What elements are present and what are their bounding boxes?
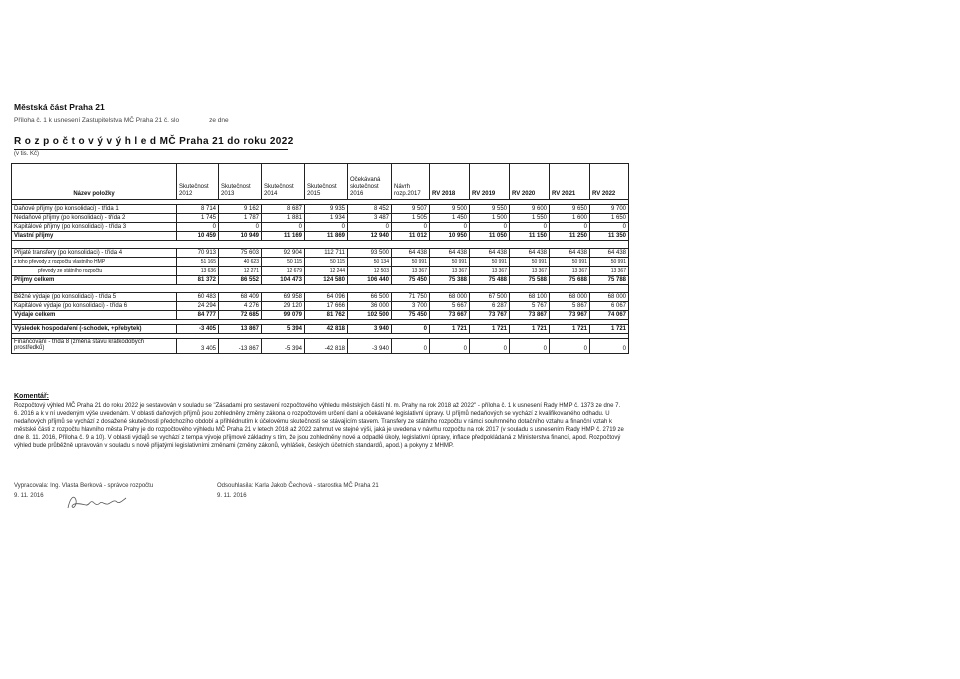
table-cell: 13 367 [510,267,550,276]
table-cell: 10 950 [430,232,470,241]
table-cell: 64 438 [392,249,430,258]
spacer-row [12,241,629,249]
table-cell: 74 067 [590,311,629,320]
document-title: R o z p o č t o v ý v ý h l e d MČ Praha 21 do roku 2022 [14,136,294,147]
table-cell: 99 079 [262,311,305,320]
table-cell: 0 [510,223,550,232]
table-cell: 1 450 [430,214,470,223]
organization-name: Městská část Praha 21 [14,102,105,112]
table-cell: 5 667 [430,302,470,311]
table-cell: 9 700 [590,205,629,214]
table-cell: 50 115 [305,258,348,267]
approved-date: 9. 11. 2016 [217,493,247,499]
table-cell: 50 134 [348,258,392,267]
table-cell: 9 935 [305,205,348,214]
row-label: Přijaté transfery (po konsolidaci) - třída 4 [12,249,177,258]
table-cell: 50 115 [262,258,305,267]
table-cell: 73 867 [510,311,550,320]
table-cell: 60 483 [177,293,219,302]
table-cell: 0 [262,223,305,232]
table-header-row [12,164,629,200]
table-cell: 40 623 [219,258,262,267]
row-label: převody ze státního rozpočtu [12,267,177,276]
table-cell: 50 991 [590,258,629,267]
table-row [12,205,629,214]
col-header-2020: RV 2020 [510,164,550,200]
table-cell: 0 [470,223,510,232]
table-cell: 68 000 [550,293,590,302]
table-cell: 69 958 [262,293,305,302]
table-cell: 9 600 [510,205,550,214]
table-cell: 102 500 [348,311,392,320]
spacer-row [12,285,629,293]
table-cell: 3 940 [348,325,392,334]
table-cell: 124 580 [305,276,348,285]
table-cell: 81 372 [177,276,219,285]
table-cell: 13 367 [550,267,590,276]
title-underline [14,149,288,150]
table-cell: 13 367 [392,267,430,276]
table-cell: 64 438 [590,249,629,258]
table-cell: 50 991 [392,258,430,267]
table-cell: 1 721 [550,325,590,334]
table-cell: 12 271 [219,267,262,276]
table-cell: 12 503 [348,267,392,276]
table-cell: 29 120 [262,302,305,311]
table-cell: 1 881 [262,214,305,223]
col-header-2012: Skutečnost 2012 [177,164,219,200]
table-cell: 11 250 [550,232,590,241]
table-cell: 106 440 [348,276,392,285]
col-header-2022: RV 2022 [590,164,629,200]
table-cell: 9 507 [392,205,430,214]
table-cell: 75 788 [590,276,629,285]
row-label: Daňové příjmy (po konsolidaci) - třída 1 [12,205,177,214]
table-cell: 9 650 [550,205,590,214]
table-cell: 70 913 [177,249,219,258]
table-cell: 5 394 [262,325,305,334]
table-cell: 0 [590,223,629,232]
table-cell: 1 721 [430,325,470,334]
table-cell: 75 688 [550,276,590,285]
table-cell: 64 438 [510,249,550,258]
table-cell: 1 787 [219,214,262,223]
table-cell: 11 869 [305,232,348,241]
table-cell: 0 [430,339,470,354]
col-header-2015: Skutečnost 2015 [305,164,348,200]
row-label: Financování - třída 8 (změna stavu krátkodobých prostředků) [12,339,177,354]
row-label: Kapitálové výdaje (po konsolidaci) - třída 6 [12,302,177,311]
table-row [12,302,629,311]
table-cell: 17 666 [305,302,348,311]
table-cell: 11 150 [510,232,550,241]
table-cell: 75 588 [510,276,550,285]
table-cell: 0 [305,223,348,232]
table-cell: 75 450 [392,311,430,320]
table-cell: 66 500 [348,293,392,302]
table-cell: 11 012 [392,232,430,241]
table-cell: 8 714 [177,205,219,214]
approved-by: Odsouhlasila: Karla Jakob Čechová - starostka MČ Praha 21 [217,483,379,489]
table-row [12,223,629,232]
table-cell: 51 165 [177,258,219,267]
unit-note: (v tis. Kč) [14,151,39,157]
col-header-2016: Očekávaná skutečnost 2016 [348,164,392,200]
table-cell: 4 276 [219,302,262,311]
table-cell: 3 700 [392,302,430,311]
table-cell: 0 [392,223,430,232]
attachment-date-label: ze dne [209,117,229,124]
row-label: Výdaje celkem [12,311,177,320]
table-cell: 8 687 [262,205,305,214]
table-cell: 86 552 [219,276,262,285]
table-cell: 0 [177,223,219,232]
table-cell: 0 [219,223,262,232]
table-cell: 1 934 [305,214,348,223]
table-cell: 6 067 [590,302,629,311]
table-cell: -13 867 [219,339,262,354]
table-cell: 13 367 [470,267,510,276]
table-cell: 0 [510,339,550,354]
table-cell: 3 405 [177,339,219,354]
table-cell: 81 762 [305,311,348,320]
table-cell: 1 721 [590,325,629,334]
table-cell: 1 505 [392,214,430,223]
table-cell: -5 394 [262,339,305,354]
table-cell: 50 991 [510,258,550,267]
table-cell: 68 000 [430,293,470,302]
table-cell: 67 500 [470,293,510,302]
table-cell: 5 767 [510,302,550,311]
table-cell: 0 [470,339,510,354]
table-cell: -42 818 [305,339,348,354]
table-cell: 73 667 [430,311,470,320]
table-row [12,249,629,258]
col-header-2019: RV 2019 [470,164,510,200]
table-cell: 84 777 [177,311,219,320]
col-header-2013: Skutečnost 2013 [219,164,262,200]
table-cell: 10 459 [177,232,219,241]
table-cell: 112 711 [305,249,348,258]
table-cell: 1 550 [510,214,550,223]
table-cell: 11 169 [262,232,305,241]
table-cell: 0 [550,339,590,354]
table-cell: 71 750 [392,293,430,302]
attachment-note [14,117,229,124]
table-cell: 0 [348,223,392,232]
table-row [12,325,629,334]
table-cell: 1 650 [590,214,629,223]
table-cell: 50 991 [430,258,470,267]
table-cell: 3 487 [348,214,392,223]
table-cell: 75 450 [392,276,430,285]
table-cell: 73 967 [550,311,590,320]
budget-table [11,163,629,354]
table-row [12,267,629,276]
row-label: Kapitálové příjmy (po konsolidaci) - třída 3 [12,223,177,232]
table-cell: 64 096 [305,293,348,302]
table-cell: 13 636 [177,267,219,276]
table-cell: 50 991 [550,258,590,267]
row-label: Běžné výdaje (po konsolidaci) - třída 5 [12,293,177,302]
table-cell: 12 940 [348,232,392,241]
table-cell: 64 438 [430,249,470,258]
table-row [12,311,629,320]
table-row [12,293,629,302]
table-row [12,276,629,285]
col-header-2021: RV 2021 [550,164,590,200]
table-cell: 13 867 [219,325,262,334]
col-header-2017: Návrh rozp.2017 [392,164,430,200]
prepared-date: 9. 11. 2016 [14,493,44,499]
table-cell: 0 [590,339,629,354]
table-cell: 0 [550,223,590,232]
table-cell: 75 603 [219,249,262,258]
col-header-name: Název položky [12,164,177,200]
table-row [12,232,629,241]
table-cell: 68 100 [510,293,550,302]
table-cell: 8 452 [348,205,392,214]
table-cell: 24 294 [177,302,219,311]
table-cell: 9 550 [470,205,510,214]
table-cell: 12 244 [305,267,348,276]
table-cell: 1 500 [470,214,510,223]
col-header-2018: RV 2018 [430,164,470,200]
table-cell: 92 904 [262,249,305,258]
prepared-by: Vypracovala: Ing. Vlasta Berková - správce rozpočtu [14,483,154,489]
row-label: z toho převody z rozpočtu vlastního HMP [12,258,177,267]
table-cell: 1 745 [177,214,219,223]
table-cell: 68 000 [590,293,629,302]
table-cell: 68 409 [219,293,262,302]
table-cell: 0 [392,325,430,334]
table-cell: 11 050 [470,232,510,241]
table-row [12,339,629,354]
table-cell: 73 767 [470,311,510,320]
table-cell: 42 818 [305,325,348,334]
handwritten-signature [64,490,134,514]
table-cell: -3 405 [177,325,219,334]
table-cell: 9 500 [430,205,470,214]
table-cell: 50 991 [470,258,510,267]
table-cell: 104 473 [262,276,305,285]
table-cell: 0 [430,223,470,232]
row-label: Výsledek hospodaření (-schodek, +přebytek) [12,325,177,334]
row-label: Vlastní příjmy [12,232,177,241]
row-label: Nedaňové příjmy (po konsolidaci) - třída 2 [12,214,177,223]
table-row [12,214,629,223]
comment-heading: Komentář: [14,393,50,400]
table-cell: 13 367 [430,267,470,276]
table-cell: 11 350 [590,232,629,241]
table-cell: 75 488 [470,276,510,285]
col-header-2014: Skutečnost 2014 [262,164,305,200]
table-cell: 1 721 [510,325,550,334]
table-cell: 9 162 [219,205,262,214]
table-cell: 93 500 [348,249,392,258]
table-cell: 36 000 [348,302,392,311]
table-cell: 1 600 [550,214,590,223]
table-cell: 64 438 [550,249,590,258]
table-cell: 10 949 [219,232,262,241]
table-cell: 12 679 [262,267,305,276]
comment-text: Rozpočtový výhled MČ Praha 21 do roku 2022 je sestavován v souladu se "Zásadami pro sestavení rozpočtového výhledu městských částí hl. m. Prahy na rok 2018 až 2022" - příloha č. 1 k usnesení Rady HMP č. 1373 ze dne 7. 6. 2016 a k v ní uvedeným výše uvedenám. V oblasti daňových příjmů jsou zohledněny změny zákona o rozpočtovém určení daní a očekávané legislativní úpravy. U příjmů nedaňových se vychází z kvalifikovaného odhadu. U nedaňových příjmů se vychází z dosažené skutečnosti předchozího období a přihlédnutím k účelovému skutečnosti se stávajícím stavem. Transfery ze státního rozpočtu v rámci souhrnného dotačního vztahu a finanční vztah k městské části z rozpočtu hlavního města Prahy je do rozpočtového výhledu MČ Praha 21 v letech 2018 až 2022 zahrnut ve stejné výši, jaká je uvedena v návrhu rozpočtu na rok 2017 (v souladu s usnesením Rady HMP č. 2719 ze dne 8. 11. 2016, Příloha č. 9 a 10). V oblasti výdajů se vychází z tempa vývoje příjmové základny s tím, že jsou zohledněny nové a odpadlé úkoly, legislativní úpravy, inflace předpokládaná z Ministerstva financí, apod. Rozpočtový výhled bude průběžně upravován v souladu s nově přijatými legislativními změnami (změny zákonů, vyhlášek, českých účetních standardů, apod.) a pokyny z MHMP. [14,403,624,449]
attachment-text: Příloha č. 1 k usnesení Zastupitelstva MČ Praha 21 č. slo [14,117,180,124]
table-cell: 64 438 [470,249,510,258]
table-cell: 0 [392,339,430,354]
table-cell: 72 685 [219,311,262,320]
table-cell: 75 388 [430,276,470,285]
table-cell: 1 721 [470,325,510,334]
table-cell: 5 867 [550,302,590,311]
table-cell: 6 287 [470,302,510,311]
row-label: Příjmy celkem [12,276,177,285]
table-row [12,258,629,267]
table-cell: 13 367 [590,267,629,276]
table-cell: -3 940 [348,339,392,354]
